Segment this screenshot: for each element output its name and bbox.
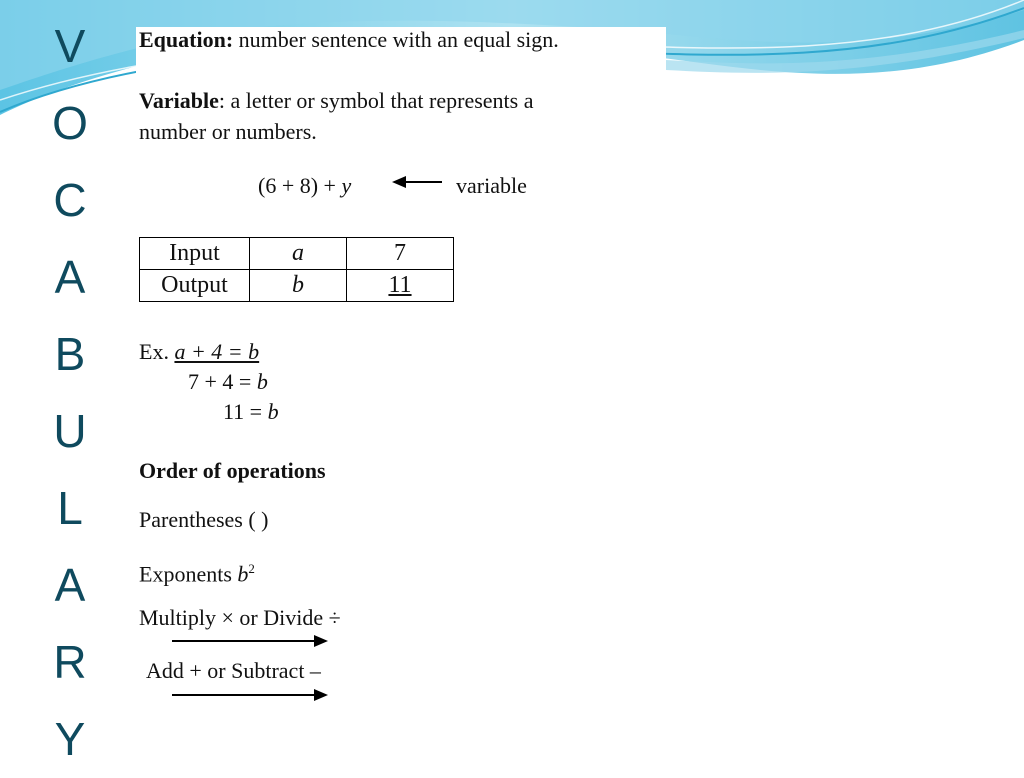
title-letter: B xyxy=(54,328,86,380)
variable-label: variable xyxy=(456,173,527,198)
example-line1 xyxy=(139,339,259,365)
example-line2-var: b xyxy=(256,369,268,394)
exponent-base: b xyxy=(237,561,249,587)
variable-text-line2: number or numbers. xyxy=(139,119,317,144)
table-cell-value: 11 xyxy=(347,270,454,302)
equation-text: number sentence with an equal sign. xyxy=(238,27,559,52)
table-row xyxy=(140,238,454,270)
multiply-divide-step: Multiply × or Divide ÷ xyxy=(139,605,341,630)
example-prefix: Ex. xyxy=(139,339,169,364)
variable-example-expr: (6 + 8) + xyxy=(258,173,336,198)
vertical-title xyxy=(40,8,100,778)
example-line2-num: 7 + 4 = xyxy=(188,369,252,394)
right-arrow-icon xyxy=(170,687,330,703)
table-cell-var: a xyxy=(250,238,347,270)
table-row xyxy=(140,270,454,302)
variable-definition xyxy=(139,88,533,114)
left-arrow-icon xyxy=(390,173,446,197)
exponents-step xyxy=(139,556,255,587)
right-arrow-icon xyxy=(170,633,330,649)
table-cell-var: b xyxy=(250,270,347,302)
parentheses-step: Parentheses ( ) xyxy=(139,507,269,532)
equation-definition xyxy=(139,27,559,53)
exponent-power: 2 xyxy=(248,561,255,576)
variable-example-var: y xyxy=(341,173,352,198)
add-subtract-step: Add + or Subtract – xyxy=(146,658,321,683)
variable-term: Variable xyxy=(139,88,219,113)
title-letter: V xyxy=(54,20,86,72)
table-cell-label: Output xyxy=(140,270,250,302)
table-cell-label: Input xyxy=(140,238,250,270)
title-letter: O xyxy=(52,97,88,149)
title-letter: R xyxy=(53,636,87,688)
example-line3-var: b xyxy=(267,399,279,424)
table-cell-value: 7 xyxy=(347,238,454,270)
title-letter: L xyxy=(57,482,83,534)
example-line3-num: 11 = xyxy=(223,399,263,424)
example-equation: a + 4 = b xyxy=(174,339,260,364)
title-letter: A xyxy=(54,559,86,611)
equation-term: Equation: xyxy=(139,27,234,52)
title-letter: C xyxy=(53,174,87,226)
example-line2 xyxy=(188,369,268,395)
vocabulary-panel xyxy=(136,27,666,710)
variable-example xyxy=(258,173,351,199)
variable-text: : a letter or symbol that represents a xyxy=(218,88,534,113)
title-letter: U xyxy=(53,405,87,457)
title-letter: A xyxy=(54,251,86,303)
input-output-table xyxy=(139,237,454,302)
title-letter: Y xyxy=(54,713,86,765)
exponents-label: Exponents xyxy=(139,561,232,587)
example-line3 xyxy=(223,399,279,425)
order-of-operations-title: Order of operations xyxy=(139,458,326,483)
